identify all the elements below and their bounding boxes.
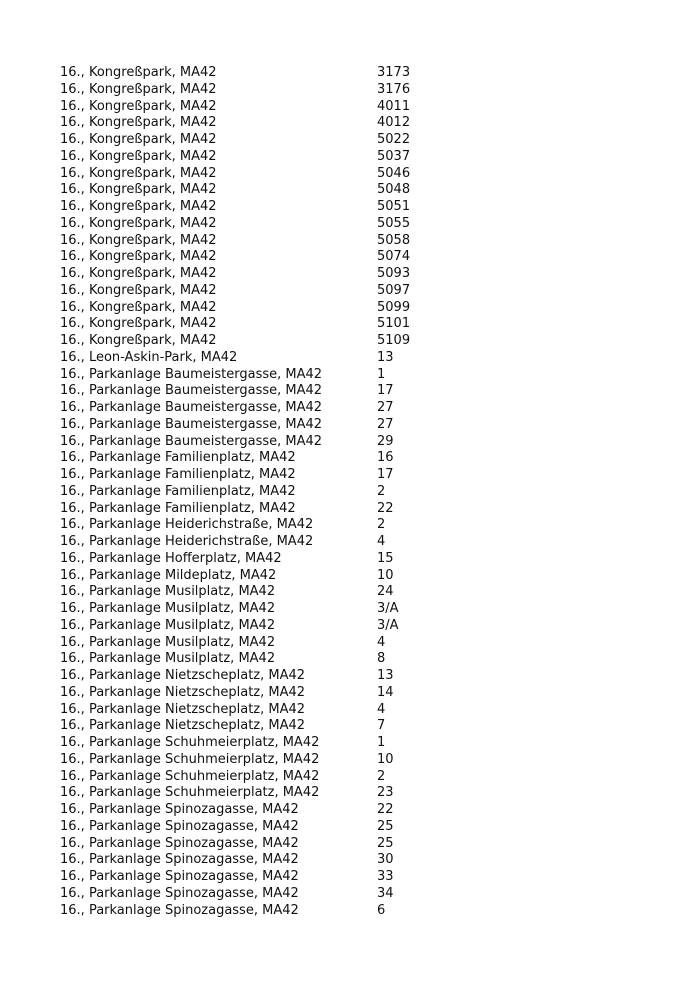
location-number: 4 <box>377 534 386 549</box>
location-number: 13 <box>377 349 394 365</box>
list-row <box>60 149 460 166</box>
list-row <box>60 852 460 869</box>
list-row <box>60 584 460 601</box>
location-number: 30 <box>377 852 394 868</box>
list-row <box>60 802 460 819</box>
location-number: 5093 <box>377 266 411 281</box>
location-number: 1 <box>377 735 386 750</box>
location-name: 16., Parkanlage Familienplatz, MA42 <box>60 450 296 466</box>
location-number: 5055 <box>377 215 411 231</box>
location-name: 16., Parkanlage Spinozagasse, MA42 <box>60 852 299 868</box>
location-name: 16., Parkanlage Familienplatz, MA42 <box>60 483 296 499</box>
location-name: 16., Kongreßpark, MA42 <box>60 199 217 214</box>
list-row <box>60 501 460 518</box>
location-name: 16., Parkanlage Schuhmeierplatz, MA42 <box>60 768 320 784</box>
location-number: 17 <box>377 467 394 482</box>
location-number: 5048 <box>377 182 411 198</box>
list-row <box>60 836 460 853</box>
location-number: 13 <box>377 668 394 683</box>
list-row <box>60 869 460 886</box>
location-name: 16., Kongreßpark, MA42 <box>60 249 217 265</box>
location-number: 7 <box>377 718 386 734</box>
location-name: 16., Kongreßpark, MA42 <box>60 165 217 181</box>
location-name: 16., Kongreßpark, MA42 <box>60 132 217 147</box>
list-row <box>60 266 460 283</box>
location-number: 24 <box>377 584 394 600</box>
list-row <box>60 115 460 132</box>
list-row <box>60 199 460 216</box>
location-name: 16., Kongreßpark, MA42 <box>60 148 217 164</box>
location-number: 23 <box>377 785 394 801</box>
location-name: 16., Kongreßpark, MA42 <box>60 316 217 332</box>
location-name: 16., Parkanlage Baumeistergasse, MA42 <box>60 400 323 415</box>
location-name: 16., Parkanlage Spinozagasse, MA42 <box>60 835 299 851</box>
location-number: 5099 <box>377 299 411 315</box>
location-number: 6 <box>377 902 386 918</box>
list-row <box>60 450 460 467</box>
location-number: 15 <box>377 550 394 566</box>
location-name: 16., Kongreßpark, MA42 <box>60 182 217 198</box>
list-row <box>60 903 460 920</box>
list-row <box>60 651 460 668</box>
location-name: 16., Kongreßpark, MA42 <box>60 266 217 281</box>
location-name: 16., Parkanlage Musilplatz, MA42 <box>60 634 276 650</box>
location-number: 25 <box>377 818 394 834</box>
list-row <box>60 618 460 635</box>
location-number: 2 <box>377 768 386 784</box>
list-row <box>60 735 460 752</box>
location-list <box>60 65 460 919</box>
location-number: 27 <box>377 416 394 432</box>
location-number: 4 <box>377 634 386 650</box>
list-row <box>60 819 460 836</box>
list-row <box>60 350 460 367</box>
list-row <box>60 752 460 769</box>
list-row <box>60 886 460 903</box>
list-row <box>60 333 460 350</box>
location-name: 16., Parkanlage Spinozagasse, MA42 <box>60 885 299 901</box>
list-row <box>60 517 460 534</box>
location-number: 4 <box>377 701 386 717</box>
location-name: 16., Parkanlage Heiderichstraße, MA42 <box>60 534 314 549</box>
list-row <box>60 417 460 434</box>
location-number: 3176 <box>377 81 411 97</box>
location-number: 3173 <box>377 65 411 80</box>
location-number: 34 <box>377 885 394 901</box>
location-name: 16., Parkanlage Musilplatz, MA42 <box>60 651 276 667</box>
list-row <box>60 551 460 568</box>
list-row <box>60 601 460 618</box>
location-name: 16., Kongreßpark, MA42 <box>60 232 217 248</box>
location-number: 3/A <box>377 617 399 633</box>
location-name: 16., Kongreßpark, MA42 <box>60 299 217 315</box>
location-number: 27 <box>377 400 394 415</box>
location-name: 16., Parkanlage Baumeistergasse, MA42 <box>60 433 323 449</box>
list-row <box>60 182 460 199</box>
location-name: 16., Parkanlage Musilplatz, MA42 <box>60 617 276 633</box>
list-row <box>60 467 460 484</box>
list-row <box>60 769 460 786</box>
location-number: 17 <box>377 383 394 399</box>
list-row <box>60 233 460 250</box>
location-number: 1 <box>377 366 386 382</box>
location-name: 16., Parkanlage Spinozagasse, MA42 <box>60 902 299 918</box>
location-number: 4012 <box>377 115 411 131</box>
list-row <box>60 99 460 116</box>
location-number: 10 <box>377 751 394 767</box>
list-row <box>60 383 460 400</box>
location-number: 5074 <box>377 249 411 265</box>
list-row <box>60 534 460 551</box>
list-row <box>60 166 460 183</box>
location-number: 5046 <box>377 165 411 181</box>
location-number: 5051 <box>377 199 411 214</box>
list-row <box>60 367 460 384</box>
list-row <box>60 300 460 317</box>
location-number: 5101 <box>377 316 411 332</box>
list-row <box>60 434 460 451</box>
location-name: 16., Parkanlage Spinozagasse, MA42 <box>60 802 299 817</box>
location-number: 2 <box>377 517 386 533</box>
location-number: 10 <box>377 567 394 583</box>
list-row <box>60 249 460 266</box>
location-name: 16., Parkanlage Nietzscheplatz, MA42 <box>60 701 306 717</box>
location-name: 16., Kongreßpark, MA42 <box>60 215 217 231</box>
location-name: 16., Parkanlage Mildeplatz, MA42 <box>60 567 277 583</box>
list-row <box>60 216 460 233</box>
location-number: 29 <box>377 433 394 449</box>
list-row <box>60 400 460 417</box>
location-name: 16., Parkanlage Schuhmeierplatz, MA42 <box>60 785 320 801</box>
list-row <box>60 484 460 501</box>
location-name: 16., Parkanlage Schuhmeierplatz, MA42 <box>60 751 320 767</box>
location-name: 16., Parkanlage Musilplatz, MA42 <box>60 601 276 616</box>
location-name: 16., Parkanlage Spinozagasse, MA42 <box>60 869 299 884</box>
location-name: 16., Kongreßpark, MA42 <box>60 65 217 80</box>
list-row <box>60 82 460 99</box>
location-name: 16., Kongreßpark, MA42 <box>60 282 217 298</box>
location-name: 16., Kongreßpark, MA42 <box>60 81 217 97</box>
location-name: 16., Parkanlage Baumeistergasse, MA42 <box>60 366 323 382</box>
location-name: 16., Kongreßpark, MA42 <box>60 333 217 348</box>
location-number: 16 <box>377 450 394 466</box>
list-row <box>60 316 460 333</box>
list-row <box>60 718 460 735</box>
location-number: 5037 <box>377 148 411 164</box>
location-name: 16., Parkanlage Heiderichstraße, MA42 <box>60 517 314 533</box>
location-number: 3/A <box>377 601 399 616</box>
location-name: 16., Parkanlage Nietzscheplatz, MA42 <box>60 668 306 683</box>
location-number: 8 <box>377 651 386 667</box>
list-row <box>60 283 460 300</box>
location-number: 33 <box>377 869 394 884</box>
location-number: 2 <box>377 483 386 499</box>
list-row <box>60 568 460 585</box>
list-row <box>60 785 460 802</box>
location-name: 16., Parkanlage Musilplatz, MA42 <box>60 584 276 600</box>
location-name: 16., Parkanlage Baumeistergasse, MA42 <box>60 383 323 399</box>
location-number: 5022 <box>377 132 411 147</box>
location-number: 14 <box>377 684 394 700</box>
location-number: 22 <box>377 500 394 516</box>
location-number: 22 <box>377 802 394 817</box>
location-name: 16., Kongreßpark, MA42 <box>60 98 217 114</box>
location-number: 5109 <box>377 333 411 348</box>
location-number: 4011 <box>377 98 411 114</box>
location-name: 16., Parkanlage Baumeistergasse, MA42 <box>60 416 323 432</box>
list-row <box>60 685 460 702</box>
list-row <box>60 65 460 82</box>
list-row <box>60 132 460 149</box>
location-name: 16., Parkanlage Familienplatz, MA42 <box>60 467 296 482</box>
location-name: 16., Parkanlage Hofferplatz, MA42 <box>60 550 282 566</box>
list-row <box>60 668 460 685</box>
list-row <box>60 635 460 652</box>
location-number: 5058 <box>377 232 411 248</box>
location-number: 25 <box>377 835 394 851</box>
location-name: 16., Parkanlage Spinozagasse, MA42 <box>60 818 299 834</box>
location-name: 16., Parkanlage Nietzscheplatz, MA42 <box>60 684 306 700</box>
list-row <box>60 702 460 719</box>
location-name: 16., Parkanlage Schuhmeierplatz, MA42 <box>60 735 320 750</box>
location-name: 16., Parkanlage Nietzscheplatz, MA42 <box>60 718 306 734</box>
location-number: 5097 <box>377 282 411 298</box>
location-name: 16., Parkanlage Familienplatz, MA42 <box>60 500 296 516</box>
location-name: 16., Kongreßpark, MA42 <box>60 115 217 131</box>
location-name: 16., Leon-Askin-Park, MA42 <box>60 349 238 365</box>
